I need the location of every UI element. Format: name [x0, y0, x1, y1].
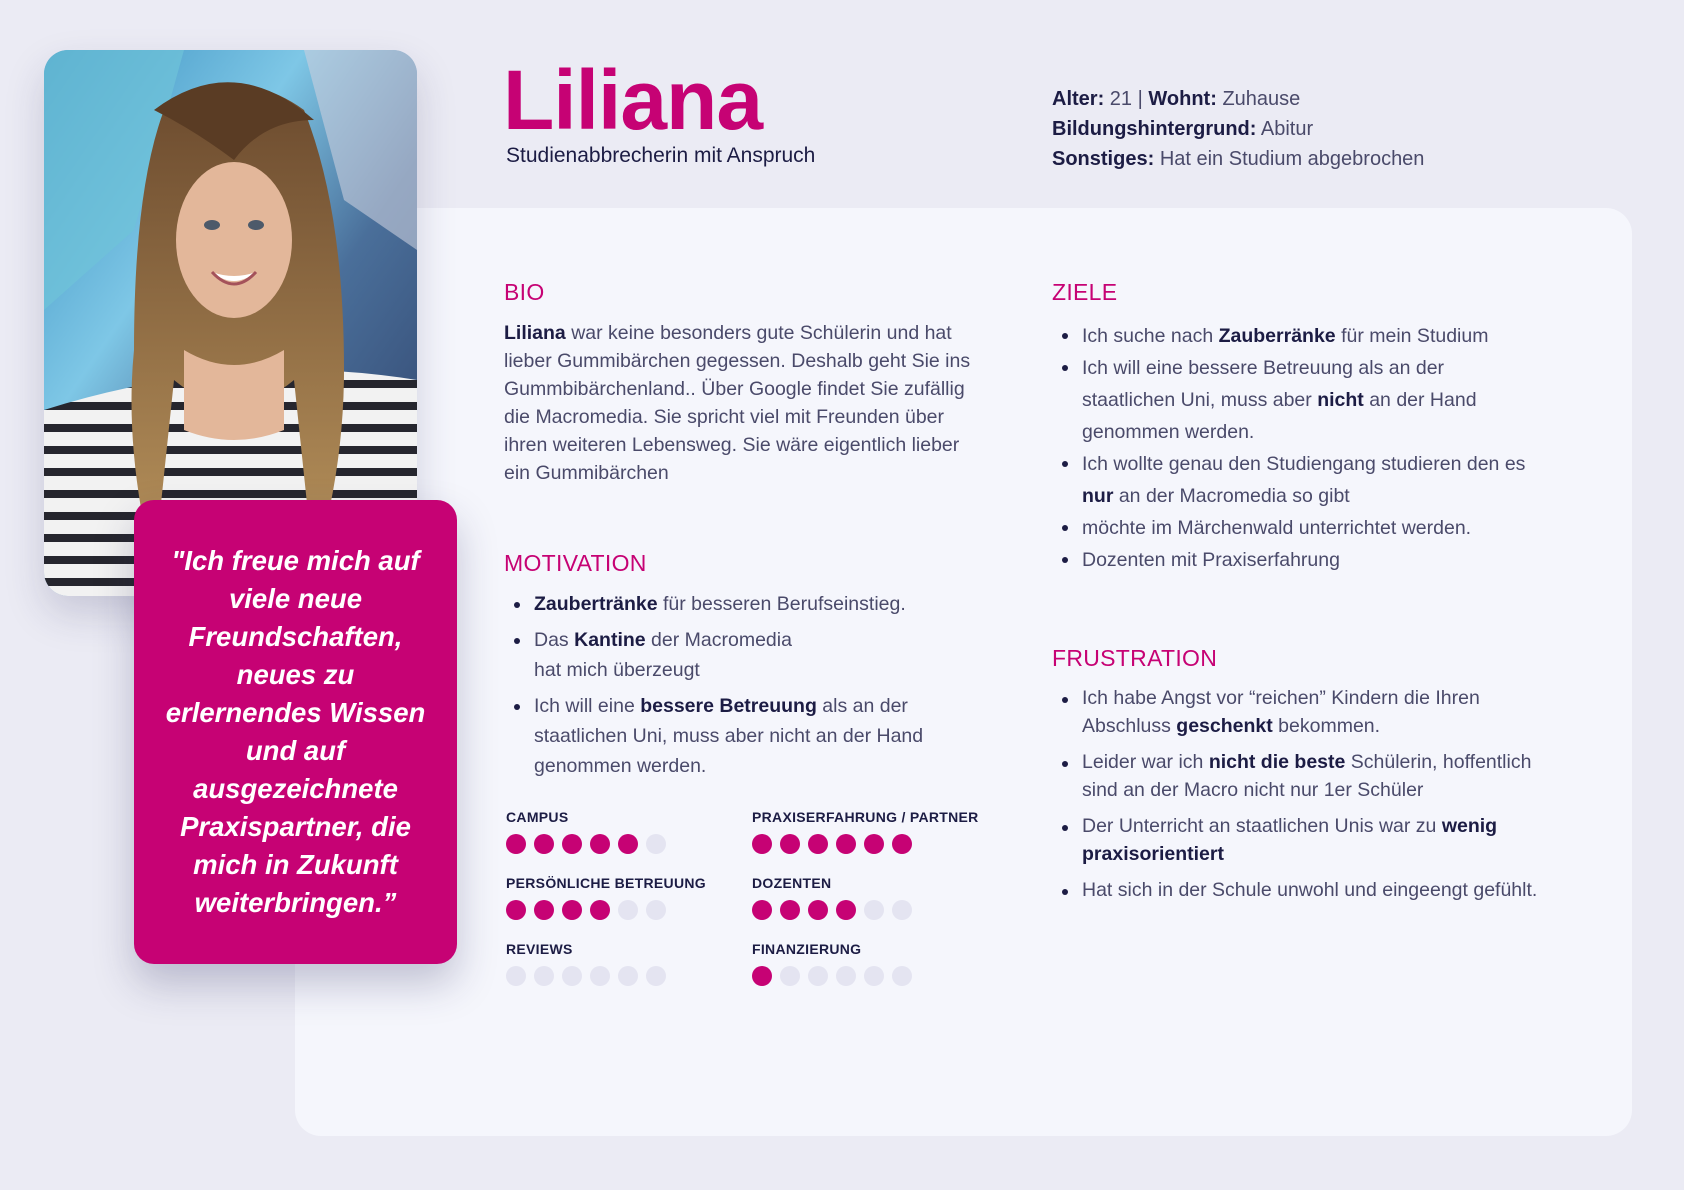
- rating-label: PERSÖNLICHE BETREUUNG: [506, 875, 706, 891]
- ziele-list: [1052, 320, 1542, 576]
- rating-dot-filled: [618, 834, 638, 854]
- ziele-item-text: Ich suche nach: [1082, 325, 1219, 347]
- ziele-item-text: für mein Studium: [1335, 325, 1489, 347]
- rating-dot-empty: [590, 966, 610, 986]
- frustration-item-text: Hat sich in der Schule unwohl und eingeengt gefühlt.: [1082, 879, 1538, 901]
- motivation-item-text: Ich will eine: [534, 695, 641, 717]
- rating-label: PRAXISERFAHRUNG / PARTNER: [752, 809, 979, 825]
- rating-dot-filled: [562, 900, 582, 920]
- rating-finanzierung: [752, 941, 912, 986]
- motivation-item-text: hat mich überzeugt: [534, 659, 700, 681]
- rating-dot-filled: [780, 834, 800, 854]
- quote-box: [134, 500, 457, 964]
- rating-dot-filled: [808, 900, 828, 920]
- meta-separator: |: [1137, 88, 1143, 110]
- ziele-item-text: Ich will eine bessere Betreuung als an der staatlichen Uni, muss aber: [1082, 357, 1445, 411]
- rating-dot-filled: [836, 900, 856, 920]
- rating-dot-empty: [808, 966, 828, 986]
- ziele-item-text: an der Hand genommen werden.: [1082, 389, 1477, 443]
- rating-dot-filled: [590, 834, 610, 854]
- meta-row-age: [1052, 84, 1424, 114]
- rating-dot-filled: [752, 966, 772, 986]
- home-value: Zuhause: [1222, 88, 1301, 110]
- motivation-item-text: Das: [534, 629, 575, 651]
- list-item: [1052, 512, 1542, 544]
- persona-subtitle: Studienabbrecherin mit Anspruch: [506, 144, 816, 167]
- frustration-item-text: Leider war ich: [1082, 751, 1209, 773]
- frustration-item-bold: nicht die beste: [1208, 751, 1346, 773]
- rating-label: FINANZIERUNG: [752, 941, 862, 957]
- frustration-item-text: Schülerin, hoffentlich sind an der Macro nicht nur 1er Schüler: [1082, 751, 1532, 801]
- rating-dot-empty: [892, 900, 912, 920]
- rating-dot-filled: [534, 834, 554, 854]
- other-value: Hat ein Studium abgebrochen: [1159, 148, 1425, 170]
- rating-dots: [506, 900, 706, 920]
- persona-meta: [1052, 84, 1424, 174]
- rating-dots: [752, 834, 979, 854]
- motivation-item-text: für besseren Berufseinstieg.: [657, 593, 906, 615]
- bio-name: Liliana: [504, 322, 566, 344]
- motivation-item-bold: Zaubertränke: [534, 593, 658, 615]
- frustration-item-text: bekommen.: [1272, 715, 1381, 737]
- rating-dot-empty: [864, 966, 884, 986]
- bio-text: [504, 319, 974, 487]
- ziele-item-text: möchte im Märchenwald unterrichtet werden.: [1082, 517, 1472, 539]
- motivation-list: [504, 589, 974, 787]
- rating-dot-empty: [646, 900, 666, 920]
- rating-dots: [752, 966, 912, 986]
- rating-dot-empty: [506, 966, 526, 986]
- rating-dot-empty: [780, 966, 800, 986]
- ziele-item-bold: Zauberränke: [1218, 325, 1336, 347]
- other-label: Sonstiges:: [1052, 148, 1155, 170]
- rating-dozenten: [752, 875, 912, 920]
- ziele-item-text: an der Macromedia so gibt: [1113, 485, 1350, 507]
- rating-dot-filled: [808, 834, 828, 854]
- rating-dot-empty: [534, 966, 554, 986]
- rating-label: REVIEWS: [506, 941, 573, 957]
- rating-dots: [506, 966, 666, 986]
- rating-dot-filled: [506, 900, 526, 920]
- rating-dot-filled: [752, 834, 772, 854]
- rating-dot-filled: [780, 900, 800, 920]
- rating-dot-filled: [590, 900, 610, 920]
- rating-dot-empty: [864, 900, 884, 920]
- rating-dot-empty: [892, 966, 912, 986]
- rating-dot-filled: [892, 834, 912, 854]
- frustration-item-bold: wenig praxisorientiert: [1082, 815, 1498, 865]
- ziele-item-bold: nicht: [1317, 389, 1364, 411]
- bio-title: BIO: [504, 279, 545, 305]
- rating-betreuung: [506, 875, 706, 920]
- list-item: [1052, 352, 1542, 448]
- meta-row-other: [1052, 144, 1424, 174]
- ziele-item-text: Ich wollte genau den Studiengang studieren den es: [1082, 453, 1526, 475]
- rating-dot-empty: [836, 966, 856, 986]
- motivation-item-bold: Kantine: [574, 629, 646, 651]
- rating-dots: [506, 834, 666, 854]
- list-item: [1052, 320, 1542, 352]
- home-label: Wohnt:: [1148, 88, 1217, 110]
- rating-dot-filled: [562, 834, 582, 854]
- list-item: [1052, 748, 1542, 804]
- frustration-item-bold: geschenkt: [1176, 715, 1273, 737]
- rating-dot-filled: [534, 900, 554, 920]
- list-item: [504, 625, 974, 685]
- rating-dot-filled: [506, 834, 526, 854]
- education-label: Bildungshintergrund:: [1052, 118, 1257, 140]
- rating-campus: [506, 809, 666, 854]
- rating-dot-empty: [562, 966, 582, 986]
- list-item: [504, 691, 974, 781]
- rating-dot-empty: [618, 966, 638, 986]
- frustration-item-text: Der Unterricht an staatlichen Unis war zu: [1082, 815, 1442, 837]
- motivation-item-text: der Macromedia: [645, 629, 792, 651]
- ziele-item-text: Dozenten mit Praxiserfahrung: [1082, 549, 1340, 571]
- age-label: Alter:: [1052, 88, 1105, 110]
- motivation-title: MOTIVATION: [504, 550, 647, 576]
- ziele-title: ZIELE: [1052, 279, 1118, 305]
- persona-name: Liliana: [503, 53, 763, 147]
- rating-label: DOZENTEN: [752, 875, 832, 891]
- list-item: [1052, 684, 1542, 740]
- bio-body: war keine besonders gute Schülerin und hat lieber Gummibärchen gegessen. Deshalb geht Sie ins Gummbibärchenland.. Über Google findet Sie zufällig die Macromedia. Sie spricht viel mit Freunden über ihren weiteren Lebensweg. Sie wäre eigentlich lieber ein Gummibärchen: [504, 322, 971, 484]
- rating-dot-filled: [752, 900, 772, 920]
- rating-dots: [752, 900, 912, 920]
- frustration-list: [1052, 684, 1542, 912]
- rating-reviews: [506, 941, 666, 986]
- list-item: [1052, 448, 1542, 512]
- rating-dot-empty: [646, 834, 666, 854]
- persona-quote: "Ich freue mich auf viele neue Freundschaften, neues zu erlernendes Wissen und auf ausgezeichnete Praxispartner, die mich in Zukunft weiterbringen.”: [165, 545, 426, 918]
- rating-dot-empty: [646, 966, 666, 986]
- rating-praxis: [752, 809, 979, 854]
- rating-dot-filled: [836, 834, 856, 854]
- frustration-title: FRUSTRATION: [1052, 645, 1218, 671]
- list-item: [504, 589, 974, 619]
- education-value: Abitur: [1260, 118, 1314, 140]
- meta-row-education: [1052, 114, 1424, 144]
- ziele-item-bold: nur: [1082, 485, 1114, 507]
- motivation-item-text: als an der staatlichen Uni, muss aber nicht an der Hand genommen werden.: [534, 695, 924, 777]
- list-item: [1052, 812, 1542, 868]
- rating-label: CAMPUS: [506, 809, 569, 825]
- rating-dot-empty: [618, 900, 638, 920]
- list-item: [1052, 876, 1542, 904]
- rating-dot-filled: [864, 834, 884, 854]
- frustration-item-text: Ich habe Angst vor “reichen” Kindern die Ihren Abschluss: [1082, 687, 1480, 737]
- age-value: 21: [1109, 88, 1133, 110]
- motivation-item-bold: bessere Betreuung: [640, 695, 817, 717]
- list-item: [1052, 544, 1542, 576]
